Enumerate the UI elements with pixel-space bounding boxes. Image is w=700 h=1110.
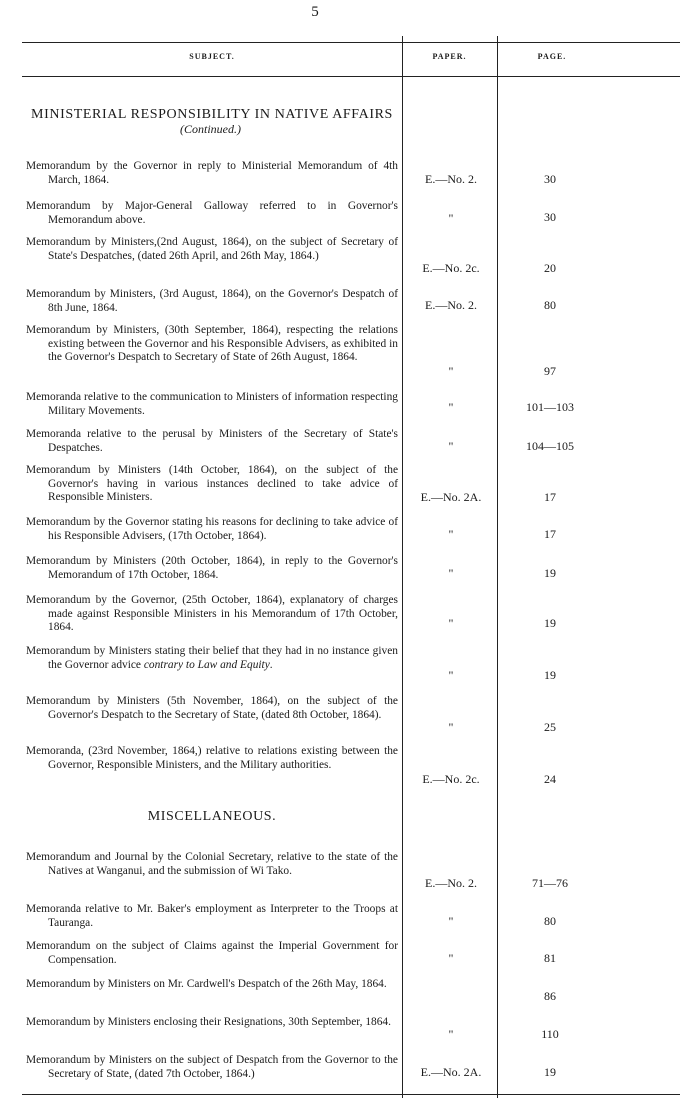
entry-page: 104—105 (526, 439, 574, 453)
entry-paper: " (448, 914, 454, 928)
bottom-rule (22, 1094, 680, 1095)
entry-paper: " (448, 439, 454, 453)
entry-text: Memorandum by Ministers, (3rd August, 1864), on the Governor's Despatch of 8th June, 1864. (26, 288, 398, 314)
section-title-miscellaneous: MISCELLANEOUS. (147, 809, 277, 824)
entry-page: 19 (544, 566, 556, 580)
entry-text: Memorandum on the subject of Claims against the Imperial Government for Compensation. (26, 940, 398, 966)
entry-page: 19 (544, 616, 556, 630)
entry-page: 101—103 (526, 400, 574, 414)
entry-page: 80 (544, 298, 556, 312)
entry-paper: " (448, 1027, 454, 1041)
entry-paper: E.—No. 2c. (422, 261, 480, 275)
entry-page: 81 (544, 951, 556, 965)
entry-page: 17 (544, 527, 556, 541)
entry-text: Memorandum by Ministers,(2nd August, 1864), on the subject of Secretary of State's Despatches, (dated 26th April, and 26th May, 1864.) (26, 236, 398, 262)
entry-paper: E.—No. 2. (425, 172, 477, 186)
page-column-header: PAGE. (537, 52, 567, 61)
entry-paper: " (448, 400, 454, 414)
entry-paper: " (448, 566, 454, 580)
entry-text: Memorandum by the Governor stating his reasons for declining to take advice of his Responsible Advisers, (17th October, 1864). (26, 516, 398, 542)
entry-paper: " (448, 364, 454, 378)
entry-paper: " (448, 668, 454, 682)
entry-page: 19 (544, 1065, 556, 1079)
section-subtitle-continued: (Continued.) (180, 122, 241, 136)
entry-paper: " (448, 211, 454, 225)
entry-text: Memorandum by Ministers on Mr. Cardwell's Despatch of the 26th May, 1864. (26, 978, 387, 990)
entry-paper: " (448, 616, 454, 630)
entry-text: Memorandum by Ministers (5th November, 1864), on the subject of the Governor's Despatch to the Secretary of State, (dated 8th October, 1864). (26, 695, 398, 721)
entry-page: 71—76 (532, 876, 568, 890)
entry-page: 30 (544, 210, 556, 224)
entry-text: Memorandum by Ministers (20th October, 1864), in reply to the Governor's Memorandum of 17th October, 1864. (26, 555, 398, 581)
entry-text: Memorandum by Major-General Galloway referred to in Governor's Memorandum above. (26, 200, 398, 226)
entry-page: 25 (544, 720, 556, 734)
entry-text: Memorandum by the Governor, (25th October, 1864), explanatory of charges made against Responsible Ministers in his Memorandum of 17th October, 1864. (26, 594, 398, 634)
entry-page: 80 (544, 914, 556, 928)
entry-text: Memorandum by Ministers, (30th September, 1864), respecting the relations existing between the Governor and his Responsible Advisers, as exhibited in the Governor's Despatch to Secretary of State of 26th August, 1864. (26, 324, 398, 364)
entry-paper: " (448, 951, 454, 965)
entry-paper: E.—No. 2c. (422, 772, 480, 786)
column-divider-1 (402, 36, 403, 1098)
paper-column-header: PAPER. (432, 52, 467, 61)
entry-page: 110 (541, 1027, 559, 1041)
entry-text-legal (26, 645, 398, 672)
entry-page: 30 (544, 172, 556, 186)
entry-page: 97 (544, 364, 556, 378)
entry-page: 20 (544, 261, 556, 275)
entry-paper: " (448, 720, 454, 734)
entry-text: Memoranda relative to Mr. Baker's employment as Interpreter to the Troops at Tauranga. (26, 903, 398, 929)
entry-page: 19 (544, 668, 556, 682)
column-divider-2 (497, 36, 498, 1098)
entry-paper: E.—No. 2A. (420, 490, 482, 504)
section-title-ministerial: MINISTERIAL RESPONSIBILITY IN NATIVE AFFAIRS (31, 107, 393, 122)
entry-page: 17 (544, 490, 556, 504)
entry-text: Memorandum and Journal by the Colonial Secretary, relative to the state of the Natives at Wanganui, and the submission of Wi Tako. (26, 851, 398, 877)
entry-text-italic: contrary to Law and Equity (143, 658, 270, 671)
entry-page: 24 (544, 772, 556, 786)
page-number: 5 (311, 4, 319, 20)
subject-column-header: SUBJECT. (189, 52, 235, 61)
entry-text-part: Memorandum by Ministers stating their belief that they had in no instance given the Governor advice (26, 645, 398, 671)
entry-text: Memorandum by Ministers enclosing their Resignations, 30th September, 1864. (26, 1016, 391, 1028)
header-rule (22, 76, 680, 77)
entry-page: 86 (544, 989, 556, 1003)
entry-paper: " (448, 527, 454, 541)
entry-text: Memoranda, (23rd November, 1864,) relative to relations existing between the Governor, Responsible Ministers, and the Military authorities. (26, 745, 398, 771)
entry-text: Memorandum by Ministers on the subject of Despatch from the Governor to the Secretary of State, (dated 7th October, 1864.) (26, 1054, 398, 1080)
entry-text: Memoranda relative to the communication to Ministers of information respecting Military Movements. (26, 391, 398, 417)
entry-paper: E.—No. 2. (425, 298, 477, 312)
entry-text-part: . (269, 658, 273, 671)
top-rule (22, 42, 680, 43)
entry-text: Memorandum by the Governor in reply to Ministerial Memorandum of 4th March, 1864. (26, 160, 398, 186)
entry-paper: E.—No. 2. (425, 876, 477, 890)
entry-text: Memoranda relative to the perusal by Ministers of the Secretary of State's Despatches. (26, 428, 398, 454)
entry-text: Memorandum by Ministers (14th October, 1864), on the subject of the Governor's having in various instances declined to take advice of Responsible Ministers. (26, 464, 398, 504)
entry-paper: E.—No. 2A. (420, 1065, 482, 1079)
